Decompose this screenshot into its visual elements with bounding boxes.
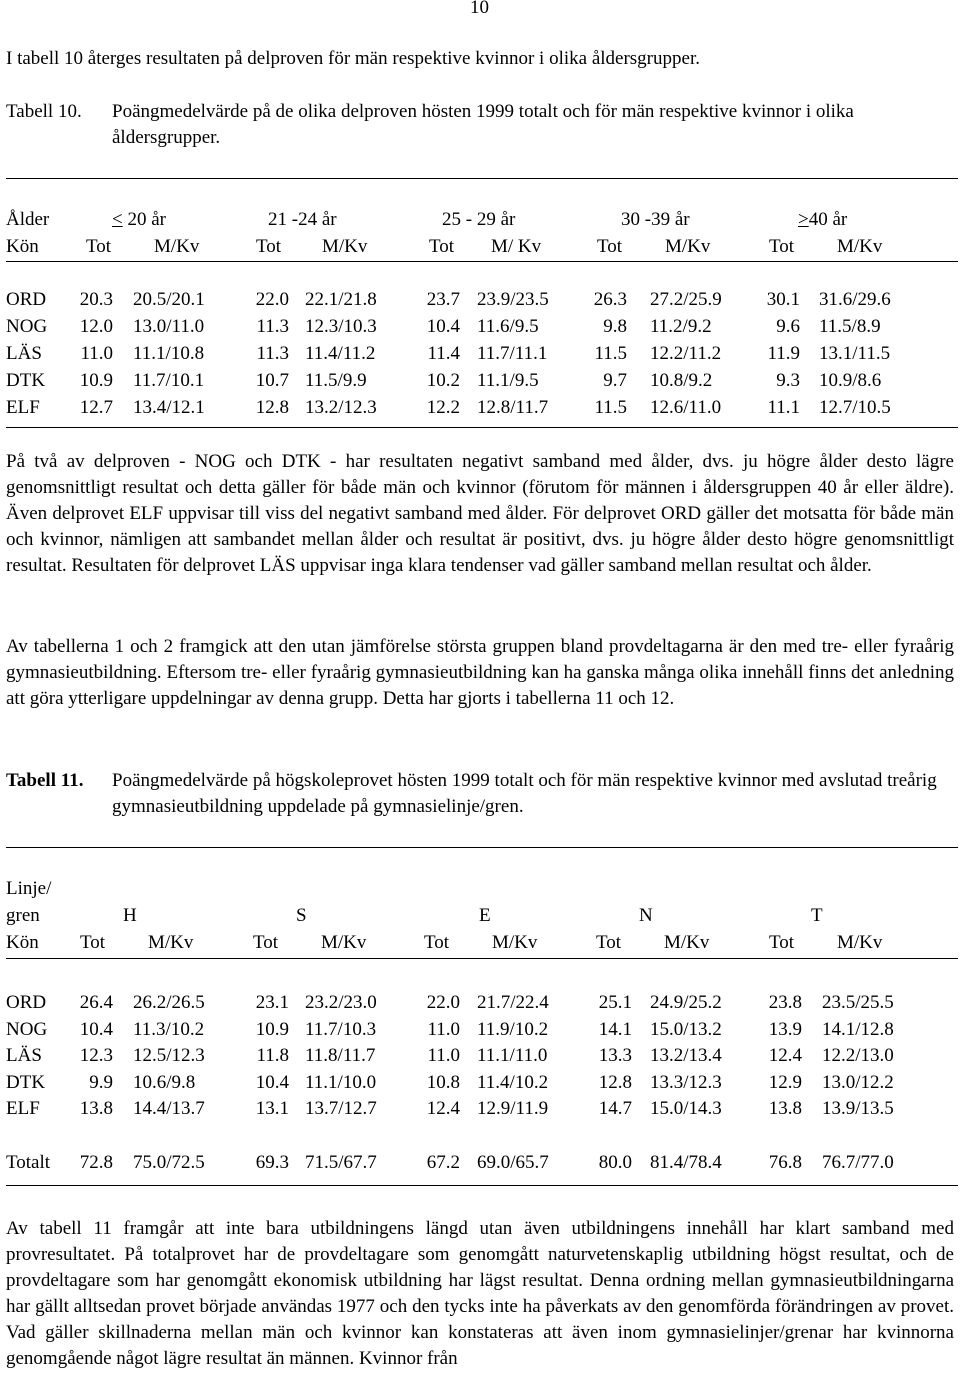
table-cell: 13.1 bbox=[255, 1098, 289, 1119]
table-cell: 80.0 bbox=[598, 1152, 632, 1173]
table10-caption-text: Poängmedelvärde på de olika delproven hösten 1999 totalt och för män respektive kvinnor i olika åldersgrupper. bbox=[112, 101, 854, 148]
table-cell: 12.0 bbox=[79, 316, 113, 337]
paragraph-3: Av tabell 11 framgår att inte bara utbildningens längd utan även utbildningens innehåll har klart samband med provresultatet. På totalprovet har de provdeltagare som genomgått naturvetenskaplig utbildning högst resultat, och de provdeltagare som har genomgått ekonomisk utbildning har lägst resultat. Denna ordning mellan gymnasieutbildningarna har gällt alltsedan provet började användas 1977 och den tycks inte ha påverkats av den genomförda förändringen av provet. Vad gäller skillnaderna mellan män och kvinnor kan konstateras att även inom gymnasielinjer/grenar har kvinnorna genomgående något lägre resultat än männen. Kvinnor från bbox=[6, 1218, 954, 1369]
table-cell: 14.7 bbox=[598, 1098, 632, 1119]
row-label: ELF bbox=[6, 1098, 40, 1119]
age-group-1: < 20 år bbox=[112, 209, 166, 230]
table-cell: 10.7 bbox=[255, 370, 289, 391]
table-cell: 27.2/25.9 bbox=[650, 289, 722, 310]
table-cell: 12.8/11.7 bbox=[477, 397, 549, 418]
table-row bbox=[0, 1096, 960, 1122]
table11-bottom-rule bbox=[6, 1185, 958, 1186]
column-header-tot: Tot bbox=[769, 932, 795, 953]
table-cell: 9.8 bbox=[603, 316, 627, 337]
table-cell: 14.1/12.8 bbox=[822, 1019, 894, 1040]
paragraph-1: På två av delproven - NOG och DTK - har resultaten negativt samband med ålder, dvs. ju högre ålder desto lägre genomsnittligt resultat och detta gäller för både män och kvinnor (förutom för männen i åldersgruppen 40 år eller äldre). Även delprovet ELF uppvisar till viss del negativt samband med ålder. För delprovet ORD gäller det motsatta för både män och kvinnor, nämligen att sambandet mellan ålder och resultat är positivt, dvs. ju högre ålder desto högre genomsnittligt resultat. Resultaten för delprovet LÄS uppvisar inga klara tendenser vad gäller samband mellan resultat och ålder. bbox=[6, 451, 954, 576]
table-row bbox=[0, 395, 960, 421]
group-label: gren bbox=[6, 905, 40, 926]
table11-group-header-row bbox=[0, 903, 960, 929]
table-cell: 20.5/20.1 bbox=[133, 289, 205, 310]
row-label: ELF bbox=[6, 397, 40, 418]
table-row-total bbox=[0, 1150, 960, 1176]
table-cell: 10.8/9.2 bbox=[650, 370, 713, 391]
table-cell: 10.4 bbox=[79, 1019, 113, 1040]
sex-label: Kön bbox=[6, 236, 39, 257]
table-cell: 15.0/13.2 bbox=[650, 1019, 722, 1040]
table11-sex-header-row bbox=[0, 930, 960, 956]
table-cell: 23.1 bbox=[255, 992, 289, 1013]
row-label: ORD bbox=[6, 992, 47, 1013]
table-cell: 14.4/13.7 bbox=[133, 1098, 205, 1119]
table-cell: 9.6 bbox=[776, 316, 800, 337]
table-cell: 10.4 bbox=[426, 316, 460, 337]
table-cell: 12.3 bbox=[79, 1045, 113, 1066]
table-cell: 11.0 bbox=[427, 1019, 460, 1040]
age-label: Ålder bbox=[6, 209, 50, 230]
column-header-m-kv: M/Kv bbox=[664, 932, 710, 953]
column-header-m-kv: M/Kv bbox=[321, 932, 367, 953]
table-cell: 12.4 bbox=[426, 1098, 460, 1119]
column-header-m-kv: M/Kv bbox=[837, 236, 883, 257]
table-cell: 9.3 bbox=[776, 370, 800, 391]
table-cell: 11.9/10.2 bbox=[477, 1019, 549, 1040]
table-cell: 22.0 bbox=[255, 289, 289, 310]
table-cell: 12.9/11.9 bbox=[477, 1098, 549, 1119]
column-header-m-kv: M/Kv bbox=[154, 236, 200, 257]
column-header-tot: Tot bbox=[86, 236, 112, 257]
table10-caption-label: Tabell 10. bbox=[6, 101, 82, 122]
table-cell: 12.9 bbox=[768, 1072, 802, 1093]
table-cell: 10.9 bbox=[79, 370, 113, 391]
table-cell: 13.9/13.5 bbox=[822, 1098, 894, 1119]
table11-line-header-row bbox=[0, 876, 960, 902]
column-header-tot: Tot bbox=[596, 932, 622, 953]
column-header-m-kv: M/Kv bbox=[492, 932, 538, 953]
table-cell: 11.7/10.3 bbox=[305, 1019, 377, 1040]
table-cell: 22.1/21.8 bbox=[305, 289, 377, 310]
page-number: 10 bbox=[470, 0, 489, 18]
table-cell: 14.1 bbox=[598, 1019, 632, 1040]
table-cell: 13.8 bbox=[79, 1098, 113, 1119]
table-cell: 13.1/11.5 bbox=[819, 343, 891, 364]
table-cell: 23.2/23.0 bbox=[305, 992, 377, 1013]
table-cell: 13.3 bbox=[598, 1045, 632, 1066]
table-cell: 12.8 bbox=[598, 1072, 632, 1093]
age-group-2: 21 -24 år bbox=[268, 209, 337, 230]
table-cell: 13.0/12.2 bbox=[822, 1072, 894, 1093]
table-cell: 11.4/11.2 bbox=[305, 343, 376, 364]
group-s: S bbox=[296, 905, 307, 926]
table-cell: 11.9 bbox=[767, 343, 800, 364]
column-header-tot: Tot bbox=[429, 236, 455, 257]
table-cell: 10.4 bbox=[255, 1072, 289, 1093]
table-cell: 11.5 bbox=[594, 343, 627, 364]
table-cell: 13.8 bbox=[768, 1098, 802, 1119]
table-cell: 12.2/13.0 bbox=[822, 1045, 894, 1066]
table10-sex-header-row bbox=[0, 234, 960, 260]
table-cell: 11.5 bbox=[594, 397, 627, 418]
table-cell: 11.7/10.1 bbox=[133, 370, 205, 391]
table-cell: 26.3 bbox=[593, 289, 627, 310]
table-cell: 12.6/11.0 bbox=[650, 397, 722, 418]
table-cell: 10.2 bbox=[426, 370, 460, 391]
table-cell: 11.8/11.7 bbox=[305, 1045, 376, 1066]
group-t: T bbox=[811, 905, 823, 926]
table-cell: 26.2/26.5 bbox=[133, 992, 205, 1013]
group-n: N bbox=[639, 905, 653, 926]
intro-paragraph: I tabell 10 återges resultaten på delproven för män respektive kvinnor i olika åldersgrupper. bbox=[6, 48, 700, 69]
table-cell: 13.0/11.0 bbox=[133, 316, 205, 337]
table-row bbox=[0, 990, 960, 1016]
table-cell: 13.3/12.3 bbox=[650, 1072, 722, 1093]
table-cell: 9.9 bbox=[89, 1072, 113, 1093]
table-cell: 9.7 bbox=[603, 370, 627, 391]
table-cell: 11.5/8.9 bbox=[819, 316, 881, 337]
column-header-tot: Tot bbox=[256, 236, 282, 257]
column-header-m-kv: M/ Kv bbox=[491, 236, 542, 257]
column-header-m-kv: M/Kv bbox=[322, 236, 368, 257]
table11-caption-text: Poängmedelvärde på högskoleprovet hösten 1999 totalt och för män respektive kvinnor med avslutad treårig gymnasieutbildning uppdelade på gymnasielinje/gren. bbox=[112, 770, 937, 817]
table-cell: 11.1/9.5 bbox=[477, 370, 539, 391]
table-cell: 23.5/25.5 bbox=[822, 992, 894, 1013]
table-cell: 20.3 bbox=[79, 289, 113, 310]
sex-label: Kön bbox=[6, 932, 39, 953]
row-label: Totalt bbox=[6, 1152, 51, 1173]
table-cell: 10.9 bbox=[255, 1019, 289, 1040]
table-cell: 11.1/10.8 bbox=[133, 343, 205, 364]
table-row bbox=[0, 287, 960, 313]
line-label: Linje/ bbox=[6, 878, 52, 899]
table11-caption-label: Tabell 11. bbox=[6, 770, 84, 791]
table10-age-header-row bbox=[0, 207, 960, 233]
table-cell: 10.6/9.8 bbox=[133, 1072, 196, 1093]
column-header-m-kv: M/Kv bbox=[665, 236, 711, 257]
table-cell: 72.8 bbox=[79, 1152, 113, 1173]
table-cell: 10.9/8.6 bbox=[819, 370, 882, 391]
column-header-tot: Tot bbox=[253, 932, 279, 953]
table11-header-rule bbox=[6, 958, 958, 959]
table-cell: 13.4/12.1 bbox=[133, 397, 205, 418]
table-cell: 11.0 bbox=[427, 1045, 460, 1066]
table-cell: 69.3 bbox=[255, 1152, 289, 1173]
table-cell: 11.2/9.2 bbox=[650, 316, 712, 337]
table-cell: 11.8 bbox=[256, 1045, 289, 1066]
table-cell: 12.2 bbox=[426, 397, 460, 418]
row-label: NOG bbox=[6, 316, 48, 337]
group-e: E bbox=[479, 905, 491, 926]
age-group-4: 30 -39 år bbox=[621, 209, 690, 230]
table-row bbox=[0, 1070, 960, 1096]
table-cell: 12.5/12.3 bbox=[133, 1045, 205, 1066]
table-cell: 31.6/29.6 bbox=[819, 289, 891, 310]
table-cell: 30.1 bbox=[766, 289, 800, 310]
table-cell: 12.8 bbox=[255, 397, 289, 418]
age-group-3: 25 - 29 år bbox=[442, 209, 516, 230]
column-header-m-kv: M/Kv bbox=[837, 932, 883, 953]
row-label: DTK bbox=[6, 370, 46, 391]
table-cell: 76.8 bbox=[768, 1152, 802, 1173]
group-h: H bbox=[123, 905, 137, 926]
age-group-5: >40 år bbox=[798, 209, 848, 230]
column-header-tot: Tot bbox=[424, 932, 450, 953]
table-cell: 11.3/10.2 bbox=[133, 1019, 205, 1040]
table-cell: 12.4 bbox=[768, 1045, 802, 1066]
table-cell: 25.1 bbox=[598, 992, 632, 1013]
table10-header-rule bbox=[6, 261, 958, 262]
table-row bbox=[0, 1017, 960, 1043]
table10-top-rule bbox=[6, 178, 958, 179]
table-cell: 81.4/78.4 bbox=[650, 1152, 722, 1173]
column-header-tot: Tot bbox=[597, 236, 623, 257]
table-cell: 22.0 bbox=[426, 992, 460, 1013]
column-header-tot: Tot bbox=[769, 236, 795, 257]
table-cell: 75.0/72.5 bbox=[133, 1152, 205, 1173]
table-cell: 11.7/11.1 bbox=[477, 343, 548, 364]
table-cell: 21.7/22.4 bbox=[477, 992, 549, 1013]
table-row bbox=[0, 1043, 960, 1069]
table-cell: 11.0 bbox=[80, 343, 113, 364]
table-cell: 11.3 bbox=[256, 316, 289, 337]
table-cell: 11.1/11.0 bbox=[477, 1045, 548, 1066]
table-cell: 13.9 bbox=[768, 1019, 802, 1040]
column-header-m-kv: M/Kv bbox=[148, 932, 194, 953]
table-cell: 11.4/10.2 bbox=[477, 1072, 549, 1093]
table-cell: 12.2/11.2 bbox=[650, 343, 722, 364]
row-label: LÄS bbox=[6, 1045, 42, 1066]
table-cell: 69.0/65.7 bbox=[477, 1152, 549, 1173]
table-cell: 12.3/10.3 bbox=[305, 316, 377, 337]
row-label: LÄS bbox=[6, 343, 42, 364]
table-row bbox=[0, 368, 960, 394]
table-cell: 26.4 bbox=[79, 992, 113, 1013]
table-row bbox=[0, 341, 960, 367]
table-cell: 11.6/9.5 bbox=[477, 316, 539, 337]
table-cell: 11.1/10.0 bbox=[305, 1072, 377, 1093]
row-label: NOG bbox=[6, 1019, 48, 1040]
table-cell: 11.5/9.9 bbox=[305, 370, 367, 391]
column-header-tot: Tot bbox=[80, 932, 106, 953]
table-cell: 23.9/23.5 bbox=[477, 289, 549, 310]
table-cell: 12.7 bbox=[79, 397, 113, 418]
table-cell: 12.7/10.5 bbox=[819, 397, 891, 418]
table-cell: 23.8 bbox=[768, 992, 802, 1013]
table-cell: 13.2/13.4 bbox=[650, 1045, 722, 1066]
table-cell: 13.7/12.7 bbox=[305, 1098, 377, 1119]
row-label: DTK bbox=[6, 1072, 46, 1093]
table-cell: 11.4 bbox=[427, 343, 460, 364]
table-row bbox=[0, 314, 960, 340]
paragraph-2: Av tabellerna 1 och 2 framgick att den utan jämförelse största gruppen bland provdeltagarna är den med tre- eller fyraårig gymnasieutbildning. Eftersom tre- eller fyraårig gymnasieutbildning kan ha ganska många olika innehåll finns det anledning att göra ytterligare uppdelningar av denna grupp. Detta har gjorts i tabellerna 11 och 12. bbox=[6, 636, 954, 709]
table-cell: 13.2/12.3 bbox=[305, 397, 377, 418]
table-cell: 24.9/25.2 bbox=[650, 992, 722, 1013]
table-cell: 11.1 bbox=[767, 397, 800, 418]
table-cell: 67.2 bbox=[426, 1152, 460, 1173]
table-cell: 71.5/67.7 bbox=[305, 1152, 377, 1173]
table-cell: 23.7 bbox=[426, 289, 460, 310]
table-cell: 76.7/77.0 bbox=[822, 1152, 894, 1173]
table-cell: 10.8 bbox=[426, 1072, 460, 1093]
table-cell: 11.3 bbox=[256, 343, 289, 364]
row-label: ORD bbox=[6, 289, 47, 310]
table-cell: 15.0/14.3 bbox=[650, 1098, 722, 1119]
table11-top-rule bbox=[6, 847, 958, 848]
table10-bottom-rule bbox=[6, 427, 958, 428]
